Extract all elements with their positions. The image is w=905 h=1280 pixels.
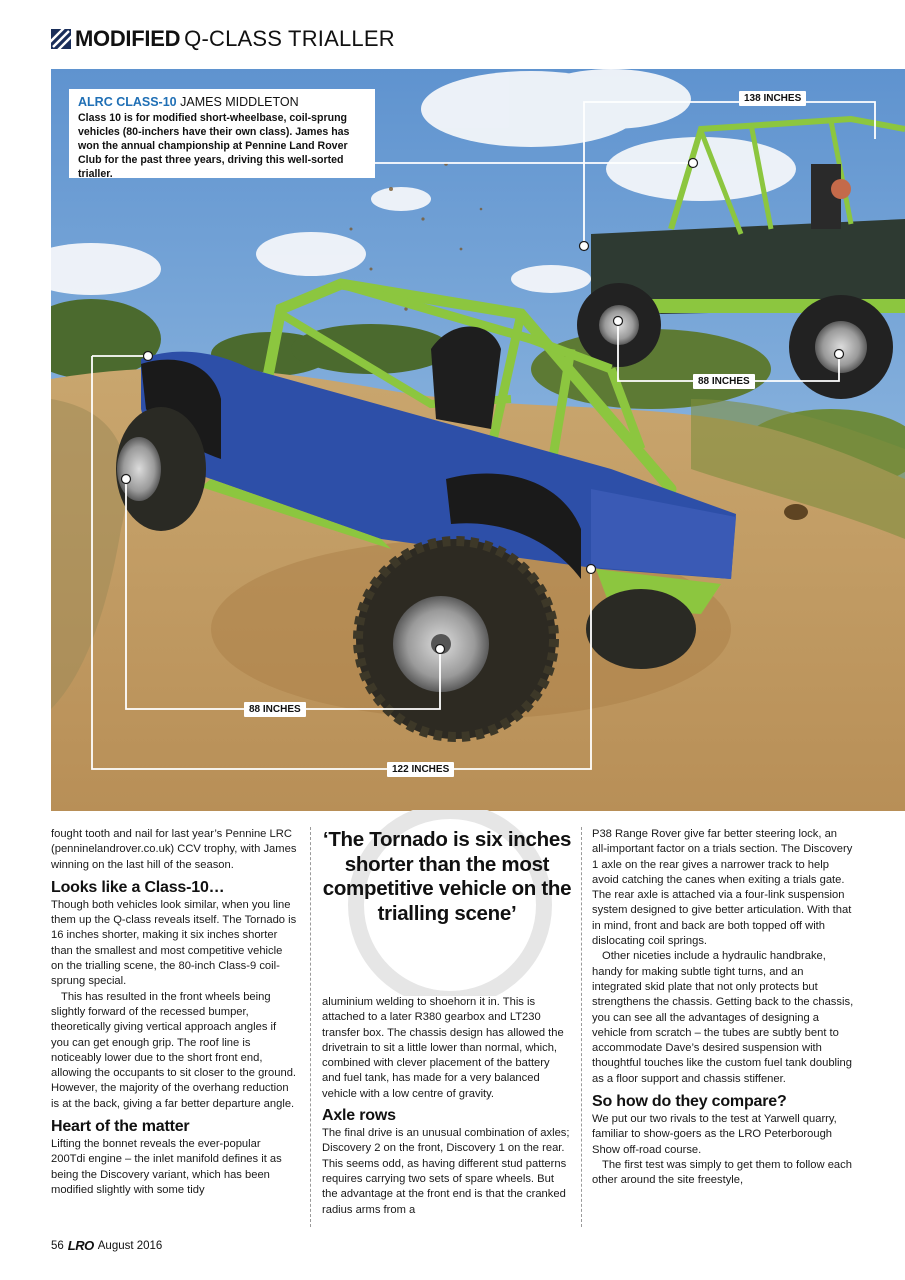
page-number: 56	[51, 1239, 64, 1252]
magazine-logo: LRO	[67, 1238, 94, 1253]
paragraph: This has resulted in the front wheels being slightly forward of the recessed bumper, theoretically giving vertical approach angles if you can get enough grip. The roof line is noticeably lower due to the short front end, allowing the occupants to sit closer to the ground. However, the majority of the overhang reduction is at the back, giving a far better departure angle.	[51, 990, 297, 1110]
subheading: Looks like a Class-10…	[51, 878, 225, 896]
page-footer	[51, 1238, 162, 1253]
subheading: So how do they compare?	[592, 1093, 787, 1111]
paragraph: Lifting the bonnet reveals the ever-popular 200Tdi engine – the inlet manifold defines it as being the Discovery variant, which has been modified slightly with some tidy	[51, 1138, 282, 1196]
paragraph: fought tooth and nail for last year’s Pennine LRC (penninelandrover.co.uk) CCV trophy, with James winning on the last hill of the season.	[51, 828, 297, 871]
section-header	[51, 24, 395, 54]
measurement-label: 122 INCHES	[387, 762, 454, 777]
paragraph: We put our two rivals to the test at Yarwell quarry, familiar to show-goers as the LRO Peterborough Show off-road course.	[592, 1113, 837, 1156]
paragraph: P38 Range Rover give far better steering lock, an all-important factor on a trials section. The Discovery 1 axle on the rear gives a narrower track to help avoid catching the canes when exiting a trials gate. The rear axle is attached via a four-link suspension system designed to give better articulation. With that in mind, front and back are both topped off with dislocating coil springs.	[592, 828, 853, 948]
paragraph: Though both vehicles look similar, when you line them up the Q-class reveals itself. The Tornado is 16 inches shorter, making it six inches shorter than the smallest and most competitive vehicle on the trialling scene, the 80-inch Class-9 coil-sprung special.	[51, 898, 297, 988]
article-column-1	[51, 827, 297, 1198]
section-stripes-icon	[51, 29, 71, 49]
issue-date: August 2016	[97, 1239, 163, 1252]
paragraph: The first test was simply to get them to follow each other around the site freestyle,	[592, 1158, 852, 1187]
article-column-3	[592, 827, 854, 1189]
class-label: ALRC CLASS-10	[78, 95, 177, 109]
measurement-label: 88 INCHES	[693, 374, 755, 389]
paragraph: aluminium welding to shoehorn it in. This is attached to a later R380 gearbox and LT230 transfer box. The chassis design has allowed the drivetrain to sit a little lower than normal, which, combined with clever placement of the battery and fuel tank, has made for a very balanced vehicle with a low centre of gravity.	[322, 996, 564, 1100]
section-title-light: Q-CLASS TRIALLER	[184, 26, 395, 51]
info-box-body: Class 10 is for modified short-wheelbase, coil-sprung vehicles (80-inchers have their own class). James has won the annual championship at Pennine Land Rover Club for the past three years, driving this well-sorted trialler.	[78, 112, 350, 180]
article-column-2	[322, 995, 570, 1218]
info-box-heading	[78, 95, 366, 110]
section-title-bold: MODIFIED	[75, 26, 181, 51]
measurement-label: 138 INCHES	[739, 91, 806, 106]
paragraph: The final drive is an unusual combination of axles; Discovery 2 on the front, Discovery 1 on the rear. This seems odd, as having different stud patterns requires carrying two sets of spare wheels. But the advantage at the front end is that the cranked radius arms from a	[322, 1127, 570, 1216]
pull-quote: ‘The Tornado is six inches shorter than the most competitive vehicle on the trialling scene’	[322, 828, 572, 925]
driver-name: JAMES MIDDLETON	[180, 95, 299, 109]
subheading: Heart of the matter	[51, 1118, 190, 1136]
column-divider	[581, 827, 582, 1227]
paragraph: Other niceties include a hydraulic handbrake, handy for making subtle tight turns, and an integrated skid plate that not only protects but strengthens the chassis. Getting back to the chassis, you can see all the advantages of designing a vehicle from scratch – the tubes are subtly bent to accommodate Dave’s desired suspension with thoughtful touches like the custom fuel tank doubling as a floor support and chassis stiffener.	[592, 950, 854, 1085]
column-divider	[310, 827, 311, 1227]
measurement-label: 88 INCHES	[244, 702, 306, 717]
subheading: Axle rows	[322, 1107, 396, 1125]
pull-quote-block	[322, 810, 572, 996]
class-info-box	[69, 89, 375, 178]
